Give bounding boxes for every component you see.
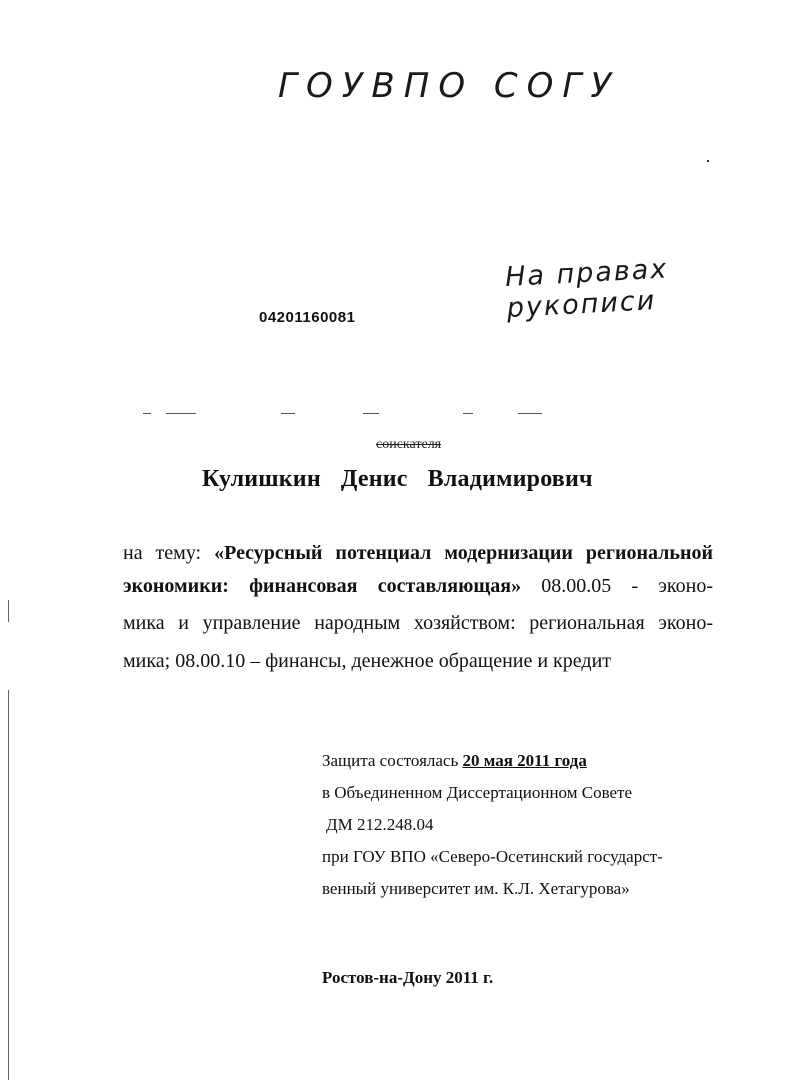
defense-council: в Объединенном Диссертационном Совете	[322, 783, 633, 802]
author-surname: Кулишкин	[202, 466, 321, 492]
author-first-name: Денис	[340, 466, 408, 492]
city-year: Ростов-на-Дону 2011 г.	[322, 968, 494, 987]
defense-date: 20 мая 2011 года	[462, 751, 587, 770]
topic-line-2	[123, 576, 713, 596]
topic-line-3: мика и управление народным хозяйством: региональная эконо-	[123, 612, 713, 634]
topic-line-4: мика; 08.00.10 – финансы, денежное обращение и кредит	[123, 650, 612, 672]
topic-prefix: на тему:	[123, 542, 202, 564]
author-name	[202, 466, 593, 493]
defense-university-line-1: при ГОУ ВПО «Северо-Осетинский государст-	[322, 847, 663, 866]
scan-dash	[463, 413, 473, 414]
handwritten-org-label: ГОУВПО СОГУ	[278, 66, 621, 106]
scan-margin-line	[8, 690, 9, 1080]
author-patronymic: Владимирович	[427, 466, 593, 492]
defense-lead: Защита состоялась	[322, 751, 459, 770]
scan-dash	[363, 413, 379, 414]
scan-dash	[166, 413, 196, 414]
council-code: ДМ 212.248.04	[326, 815, 434, 834]
topic-title-part-2: экономики: финансовая составляющая»	[123, 575, 522, 597]
topic-line-1	[123, 543, 713, 563]
defense-university-line-2: венный университет им. К.Л. Хетагурова»	[322, 879, 630, 898]
defense-line-1	[322, 751, 587, 771]
scan-speck	[707, 160, 709, 162]
scan-dash	[281, 413, 295, 414]
scan-margin-line	[8, 600, 9, 622]
handwritten-manuscript-note: На правах рукописи	[504, 253, 669, 324]
struck-out-word: соискателя	[376, 437, 442, 452]
scan-dash	[518, 413, 542, 414]
document-code: 04201160081	[259, 309, 356, 326]
topic-title-part-1: «Ресурсный потенциал модернизации региональной	[214, 542, 714, 564]
scan-dash	[143, 413, 151, 414]
specialty-code-1: 08.00.05 - эконо-	[541, 575, 713, 597]
